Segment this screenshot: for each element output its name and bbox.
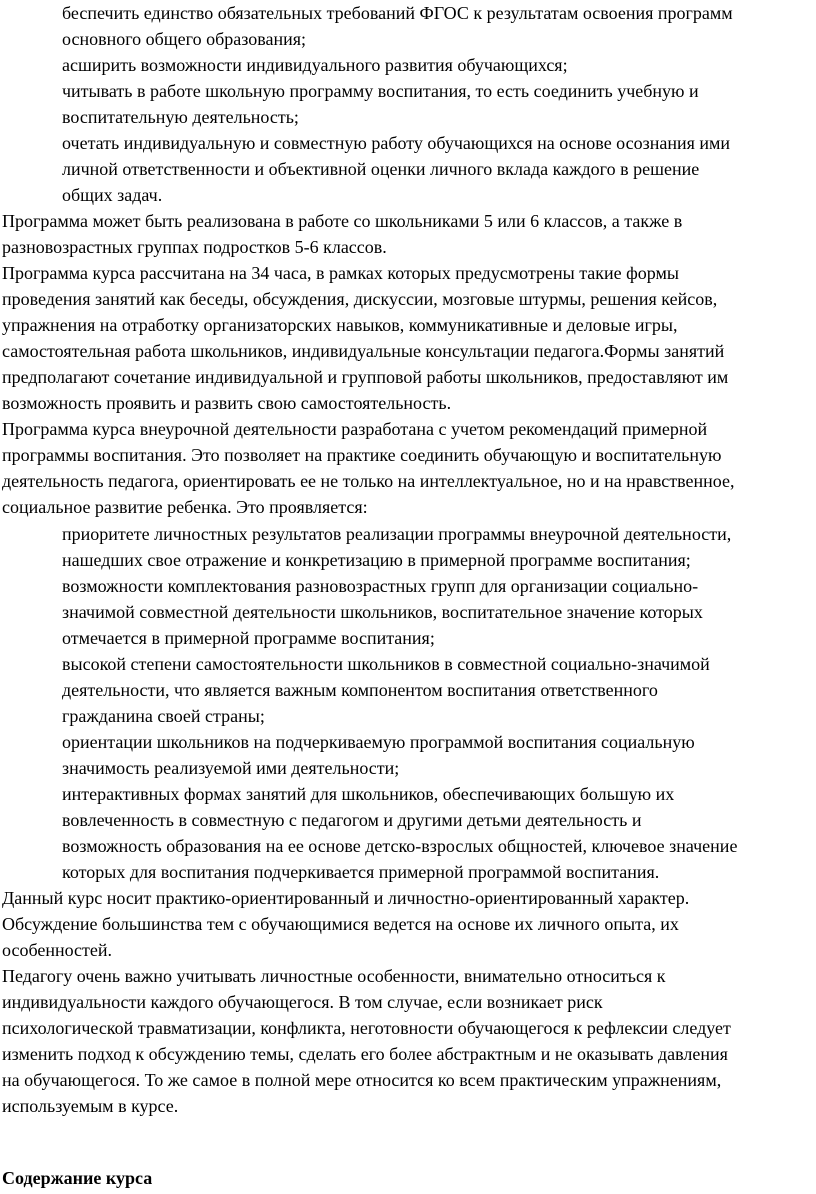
paragraph-line: социальное развитие ребенка. Это проявляется:: [2, 497, 368, 517]
list-item-line: которых для воспитания подчеркивается примерной программой воспитания.: [62, 862, 660, 882]
paragraph-line: предполагают сочетание индивидуальной и групповой работы школьников, предоставляют им: [2, 367, 729, 387]
list-item-line: очетать индивидуальную и совместную работу обучающихся на основе осознания ими: [62, 133, 731, 153]
list-item-line: нашедших свое отражение и конкретизацию в примерной программе воспитания;: [62, 550, 691, 570]
paragraph-line: Программа курса рассчитана на 34 часа, в рамках которых предусмотрены такие формы: [2, 263, 680, 283]
paragraph-line: на обучающегося. То же самое в полной мере относится ко всем практическим упражнениям,: [2, 1070, 722, 1090]
list-item-line: отмечается в примерной программе воспитания;: [62, 628, 435, 648]
paragraph-line: Программа может быть реализована в работе со школьниками 5 или 6 классов, а также в: [2, 211, 683, 231]
list-item-line: высокой степени самостоятельности школьников в совместной социально-значимой: [62, 654, 710, 674]
list-item-line: ориентации школьников на подчеркиваемую программой воспитания социальную: [62, 732, 695, 752]
list-item-line: личной ответственности и объективной оценки личного вклада каждого в решение: [62, 159, 700, 179]
paragraph-line: используемым в курсе.: [2, 1096, 179, 1116]
paragraph-line: программы воспитания. Это позволяет на практике соединить обучающую и воспитательную: [2, 445, 722, 465]
list-item-line: читывать в работе школьную программу воспитания, то есть соединить учебную и: [62, 81, 699, 101]
paragraph-line: разновозрастных группах подростков 5-6 классов.: [2, 237, 387, 257]
paragraph-line: Программа курса внеурочной деятельности разработана с учетом рекомендаций примерной: [2, 419, 708, 439]
paragraph-line: Данный курс носит практико-ориентированный и личностно-ориентированный характер.: [2, 888, 690, 908]
list-item-line: гражданина своей страны;: [62, 706, 265, 726]
list-item-line: асширить возможности индивидуального развития обучающихся;: [62, 55, 568, 75]
list-item-line: общих задач.: [62, 185, 163, 205]
paragraph-line: Педагогу очень важно учитывать личностные особенности, внимательно относиться к: [2, 966, 666, 986]
list-item-line: приоритете личностных результатов реализации программы внеурочной деятельности,: [62, 524, 732, 544]
list-item-line: вовлеченность в совместную с педагогом и другими детьми деятельность и: [62, 810, 642, 830]
list-item-line: значимой совместной деятельности школьников, воспитательное значение которых: [62, 602, 703, 622]
paragraph-line: проведения занятий как беседы, обсуждения, дискуссии, мозговые штурмы, решения кейсов,: [2, 289, 718, 309]
list-item-line: значимость реализуемой ими деятельности;: [62, 758, 400, 778]
paragraph-line: психологической травматизации, конфликта, неготовности обучающегося к рефлексии следует: [2, 1018, 731, 1038]
paragraph-line: индивидуальности каждого обучающегося. В том случае, если возникает риск: [2, 992, 603, 1012]
section-heading: Содержание курса: [2, 1168, 153, 1188]
paragraph-line: Обсуждение большинства тем с обучающимися ведется на основе их личного опыта, их: [2, 914, 679, 934]
paragraph-line: самостоятельная работа школьников, индивидуальные консультации педагога.Формы занятий: [2, 341, 725, 361]
list-item-line: воспитательную деятельность;: [62, 107, 299, 127]
list-item-line: интерактивных формах занятий для школьников, обеспечивающих большую их: [62, 784, 675, 804]
list-item-line: возможности комплектования разновозрастных групп для организации социально-: [62, 576, 699, 596]
paragraph-line: изменить подход к обсуждению темы, сделать его более абстрактным и не оказывать давления: [2, 1044, 728, 1064]
list-item-line: деятельности, что является важным компонентом воспитания ответственного: [62, 680, 658, 700]
paragraph-line: деятельность педагога, ориентировать ее не только на интеллектуальное, но и на нравственное,: [2, 471, 735, 491]
list-item-line: основного общего образования;: [62, 29, 307, 49]
paragraph-line: особенностей.: [2, 940, 113, 960]
list-item-line: беспечить единство обязательных требований ФГОС к результатам освоения программ: [62, 3, 733, 23]
list-item-line: возможность образования на ее основе детско-взрослых общностей, ключевое значение: [62, 836, 738, 856]
paragraph-line: возможность проявить и развить свою самостоятельность.: [2, 393, 452, 413]
paragraph-line: упражнения на отработку организаторских навыков, коммуникативные и деловые игры,: [2, 315, 678, 335]
